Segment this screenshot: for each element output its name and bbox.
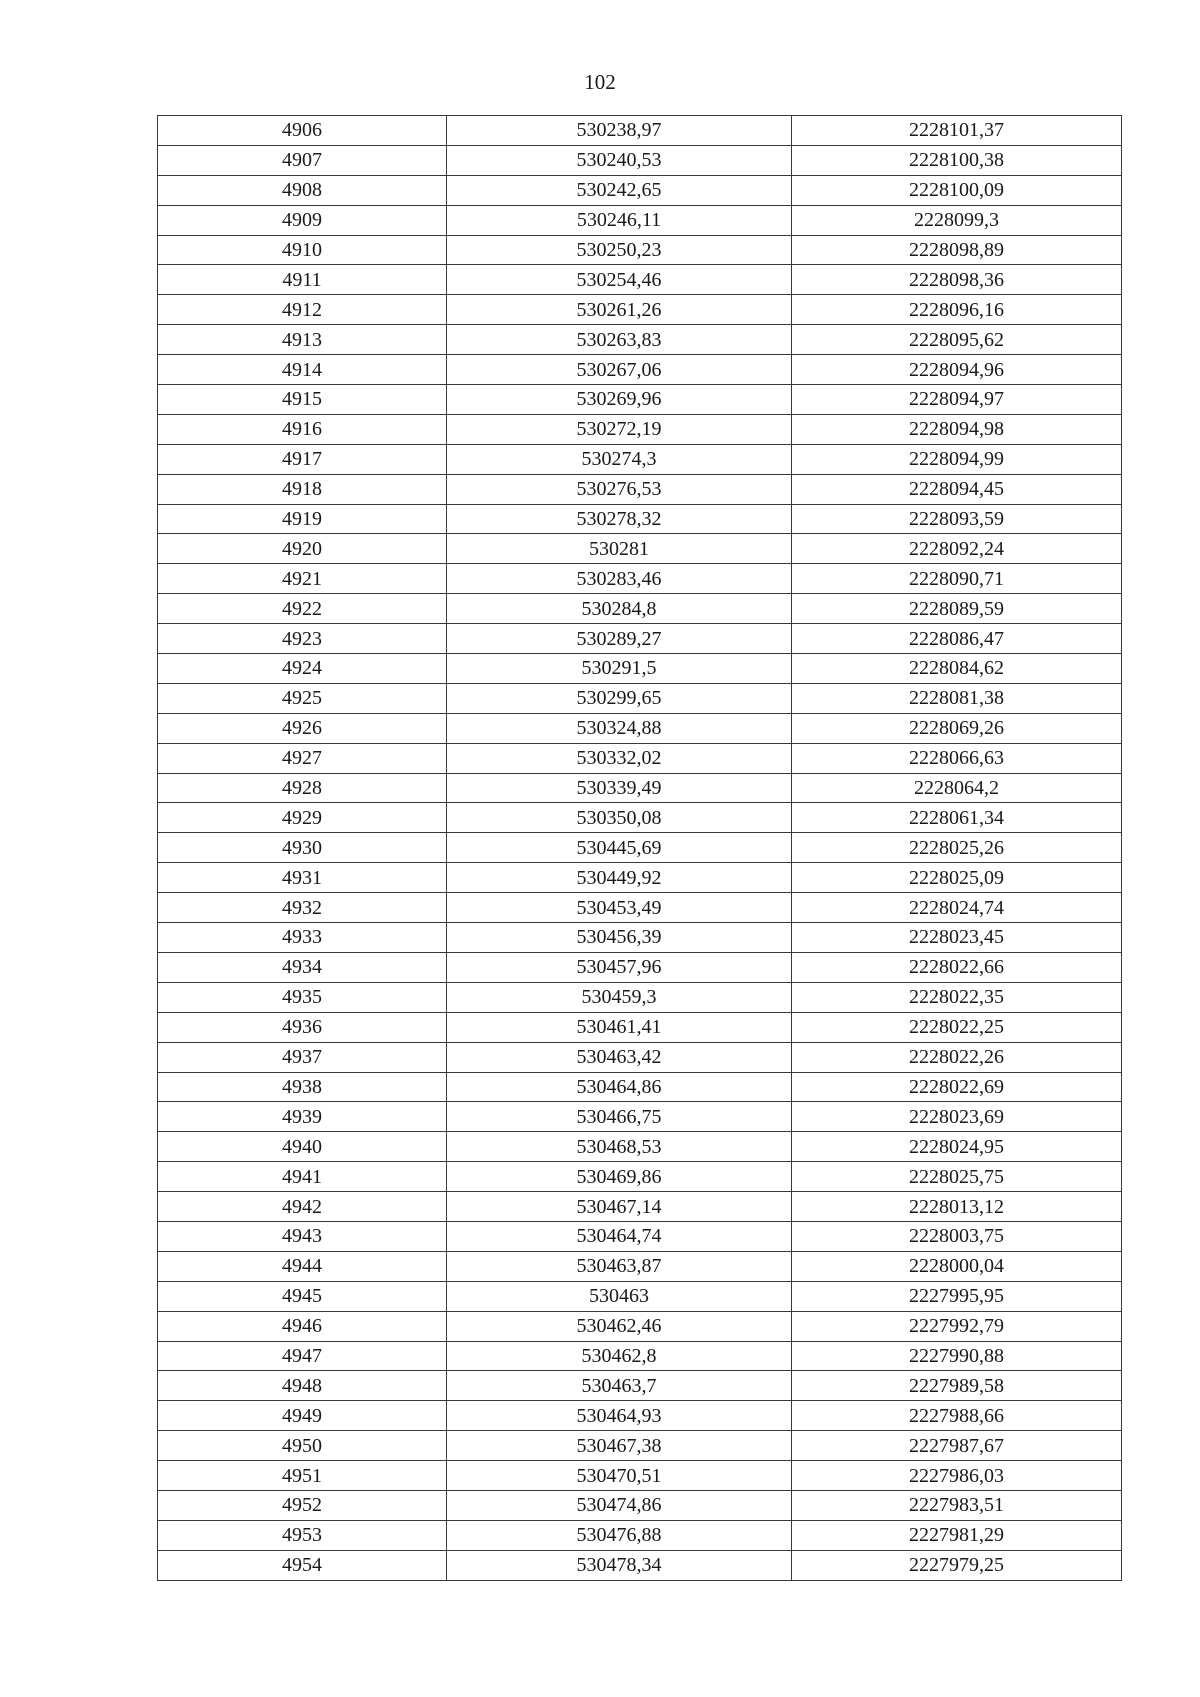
table-row [158,982,1122,1012]
table-row [158,1102,1122,1132]
point-number-cell: 4931 [158,863,447,893]
x-coordinate-cell: 530291,5 [447,654,792,684]
x-coordinate-cell: 530459,3 [447,982,792,1012]
table-row [158,1221,1122,1251]
table-row [158,414,1122,444]
y-coordinate-cell: 2228101,37 [792,116,1122,146]
y-coordinate-cell: 2227989,58 [792,1371,1122,1401]
table-row [158,295,1122,325]
x-coordinate-cell: 530445,69 [447,833,792,863]
point-number-cell: 4937 [158,1042,447,1072]
x-coordinate-cell: 530453,49 [447,893,792,923]
x-coordinate-cell: 530240,53 [447,145,792,175]
x-coordinate-cell: 530469,86 [447,1162,792,1192]
point-number-cell: 4949 [158,1401,447,1431]
table-row [158,1042,1122,1072]
x-coordinate-cell: 530464,93 [447,1401,792,1431]
x-coordinate-cell: 530467,38 [447,1431,792,1461]
y-coordinate-cell: 2228025,26 [792,833,1122,863]
table-row [158,654,1122,684]
table-row [158,1132,1122,1162]
table-row [158,594,1122,624]
point-number-cell: 4929 [158,803,447,833]
point-number-cell: 4933 [158,923,447,953]
x-coordinate-cell: 530462,46 [447,1311,792,1341]
x-coordinate-cell: 530238,97 [447,116,792,146]
y-coordinate-cell: 2228098,36 [792,265,1122,295]
page-number: 102 [584,70,616,94]
y-coordinate-cell: 2228092,24 [792,534,1122,564]
table-row [158,205,1122,235]
table-row [158,1461,1122,1491]
x-coordinate-cell: 530278,32 [447,504,792,534]
point-number-cell: 4928 [158,773,447,803]
x-coordinate-cell: 530272,19 [447,414,792,444]
x-coordinate-cell: 530289,27 [447,624,792,654]
point-number-cell: 4953 [158,1520,447,1550]
y-coordinate-cell: 2228066,63 [792,743,1122,773]
y-coordinate-cell: 2228099,3 [792,205,1122,235]
table-row [158,1431,1122,1461]
y-coordinate-cell: 2228022,26 [792,1042,1122,1072]
table-row [158,713,1122,743]
x-coordinate-cell: 530456,39 [447,923,792,953]
point-number-cell: 4948 [158,1371,447,1401]
table-row [158,1550,1122,1580]
x-coordinate-cell: 530467,14 [447,1192,792,1222]
point-number-cell: 4936 [158,1012,447,1042]
y-coordinate-cell: 2227987,67 [792,1431,1122,1461]
y-coordinate-cell: 2227988,66 [792,1401,1122,1431]
x-coordinate-cell: 530250,23 [447,235,792,265]
x-coordinate-cell: 530276,53 [447,474,792,504]
table-row [158,504,1122,534]
x-coordinate-cell: 530350,08 [447,803,792,833]
point-number-cell: 4921 [158,564,447,594]
x-coordinate-cell: 530457,96 [447,952,792,982]
x-coordinate-cell: 530476,88 [447,1520,792,1550]
x-coordinate-cell: 530332,02 [447,743,792,773]
table-row [158,474,1122,504]
x-coordinate-cell: 530261,26 [447,295,792,325]
y-coordinate-cell: 2228090,71 [792,564,1122,594]
x-coordinate-cell: 530470,51 [447,1461,792,1491]
point-number-cell: 4925 [158,683,447,713]
table-row [158,952,1122,982]
point-number-cell: 4919 [158,504,447,534]
point-number-cell: 4911 [158,265,447,295]
x-coordinate-cell: 530468,53 [447,1132,792,1162]
y-coordinate-cell: 2228000,04 [792,1251,1122,1281]
y-coordinate-cell: 2228094,99 [792,444,1122,474]
point-number-cell: 4942 [158,1192,447,1222]
point-number-cell: 4930 [158,833,447,863]
x-coordinate-cell: 530463 [447,1281,792,1311]
table-row [158,1490,1122,1520]
table-row [158,863,1122,893]
point-number-cell: 4952 [158,1490,447,1520]
point-number-cell: 4945 [158,1281,447,1311]
y-coordinate-cell: 2227981,29 [792,1520,1122,1550]
point-number-cell: 4910 [158,235,447,265]
table-row [158,175,1122,205]
point-number-cell: 4914 [158,355,447,385]
y-coordinate-cell: 2228094,97 [792,385,1122,415]
point-number-cell: 4915 [158,385,447,415]
table-row [158,1162,1122,1192]
x-coordinate-cell: 530466,75 [447,1102,792,1132]
x-coordinate-cell: 530283,46 [447,564,792,594]
y-coordinate-cell: 2228003,75 [792,1221,1122,1251]
table-row [158,803,1122,833]
coordinates-table-body [158,116,1122,1581]
table-row [158,116,1122,146]
x-coordinate-cell: 530461,41 [447,1012,792,1042]
y-coordinate-cell: 2228069,26 [792,713,1122,743]
y-coordinate-cell: 2228022,35 [792,982,1122,1012]
y-coordinate-cell: 2227986,03 [792,1461,1122,1491]
y-coordinate-cell: 2228089,59 [792,594,1122,624]
y-coordinate-cell: 2228094,45 [792,474,1122,504]
y-coordinate-cell: 2228022,66 [792,952,1122,982]
point-number-cell: 4943 [158,1221,447,1251]
y-coordinate-cell: 2228100,38 [792,145,1122,175]
point-number-cell: 4926 [158,713,447,743]
table-row [158,145,1122,175]
table-row [158,534,1122,564]
x-coordinate-cell: 530274,3 [447,444,792,474]
x-coordinate-cell: 530242,65 [447,175,792,205]
point-number-cell: 4924 [158,654,447,684]
y-coordinate-cell: 2228095,62 [792,325,1122,355]
y-coordinate-cell: 2227983,51 [792,1490,1122,1520]
table-row [158,743,1122,773]
x-coordinate-cell: 530267,06 [447,355,792,385]
x-coordinate-cell: 530463,42 [447,1042,792,1072]
x-coordinate-cell: 530474,86 [447,1490,792,1520]
y-coordinate-cell: 2228022,69 [792,1072,1122,1102]
x-coordinate-cell: 530246,11 [447,205,792,235]
x-coordinate-cell: 530464,86 [447,1072,792,1102]
point-number-cell: 4927 [158,743,447,773]
y-coordinate-cell: 2228025,09 [792,863,1122,893]
y-coordinate-cell: 2228094,98 [792,414,1122,444]
table-row [158,683,1122,713]
point-number-cell: 4908 [158,175,447,205]
point-number-cell: 4916 [158,414,447,444]
y-coordinate-cell: 2228081,38 [792,683,1122,713]
point-number-cell: 4946 [158,1311,447,1341]
point-number-cell: 4951 [158,1461,447,1491]
y-coordinate-cell: 2227992,79 [792,1311,1122,1341]
point-number-cell: 4912 [158,295,447,325]
table-row [158,325,1122,355]
point-number-cell: 4923 [158,624,447,654]
y-coordinate-cell: 2228093,59 [792,504,1122,534]
table-row [158,624,1122,654]
x-coordinate-cell: 530449,92 [447,863,792,893]
x-coordinate-cell: 530263,83 [447,325,792,355]
y-coordinate-cell: 2228024,95 [792,1132,1122,1162]
table-row [158,1192,1122,1222]
x-coordinate-cell: 530299,65 [447,683,792,713]
table-row [158,833,1122,863]
y-coordinate-cell: 2227995,95 [792,1281,1122,1311]
table-row [158,1520,1122,1550]
point-number-cell: 4917 [158,444,447,474]
coordinates-table [157,115,1122,1581]
x-coordinate-cell: 530269,96 [447,385,792,415]
y-coordinate-cell: 2228022,25 [792,1012,1122,1042]
y-coordinate-cell: 2228023,69 [792,1102,1122,1132]
point-number-cell: 4934 [158,952,447,982]
table-row [158,1311,1122,1341]
y-coordinate-cell: 2228024,74 [792,893,1122,923]
table-row [158,1012,1122,1042]
y-coordinate-cell: 2228061,34 [792,803,1122,833]
table-row [158,1251,1122,1281]
table-row [158,893,1122,923]
y-coordinate-cell: 2228086,47 [792,624,1122,654]
x-coordinate-cell: 530462,8 [447,1341,792,1371]
x-coordinate-cell: 530284,8 [447,594,792,624]
table-row [158,773,1122,803]
point-number-cell: 4922 [158,594,447,624]
x-coordinate-cell: 530324,88 [447,713,792,743]
point-number-cell: 4939 [158,1102,447,1132]
x-coordinate-cell: 530254,46 [447,265,792,295]
x-coordinate-cell: 530463,7 [447,1371,792,1401]
point-number-cell: 4918 [158,474,447,504]
table-row [158,1072,1122,1102]
x-coordinate-cell: 530463,87 [447,1251,792,1281]
y-coordinate-cell: 2228023,45 [792,923,1122,953]
point-number-cell: 4941 [158,1162,447,1192]
x-coordinate-cell: 530339,49 [447,773,792,803]
point-number-cell: 4947 [158,1341,447,1371]
point-number-cell: 4909 [158,205,447,235]
point-number-cell: 4940 [158,1132,447,1162]
y-coordinate-cell: 2228098,89 [792,235,1122,265]
point-number-cell: 4938 [158,1072,447,1102]
point-number-cell: 4944 [158,1251,447,1281]
y-coordinate-cell: 2228100,09 [792,175,1122,205]
table-row [158,1341,1122,1371]
y-coordinate-cell: 2228013,12 [792,1192,1122,1222]
point-number-cell: 4907 [158,145,447,175]
point-number-cell: 4935 [158,982,447,1012]
point-number-cell: 4954 [158,1550,447,1580]
table-row [158,385,1122,415]
table-row [158,235,1122,265]
table-row [158,444,1122,474]
point-number-cell: 4950 [158,1431,447,1461]
table-row [158,564,1122,594]
point-number-cell: 4920 [158,534,447,564]
x-coordinate-cell: 530281 [447,534,792,564]
y-coordinate-cell: 2228084,62 [792,654,1122,684]
table-row [158,923,1122,953]
table-row [158,1281,1122,1311]
y-coordinate-cell: 2227979,25 [792,1550,1122,1580]
x-coordinate-cell: 530464,74 [447,1221,792,1251]
x-coordinate-cell: 530478,34 [447,1550,792,1580]
table-row [158,1401,1122,1431]
point-number-cell: 4932 [158,893,447,923]
y-coordinate-cell: 2228096,16 [792,295,1122,325]
y-coordinate-cell: 2228094,96 [792,355,1122,385]
point-number-cell: 4913 [158,325,447,355]
y-coordinate-cell: 2228025,75 [792,1162,1122,1192]
table-row [158,1371,1122,1401]
table-row [158,355,1122,385]
y-coordinate-cell: 2228064,2 [792,773,1122,803]
table-row [158,265,1122,295]
point-number-cell: 4906 [158,116,447,146]
y-coordinate-cell: 2227990,88 [792,1341,1122,1371]
